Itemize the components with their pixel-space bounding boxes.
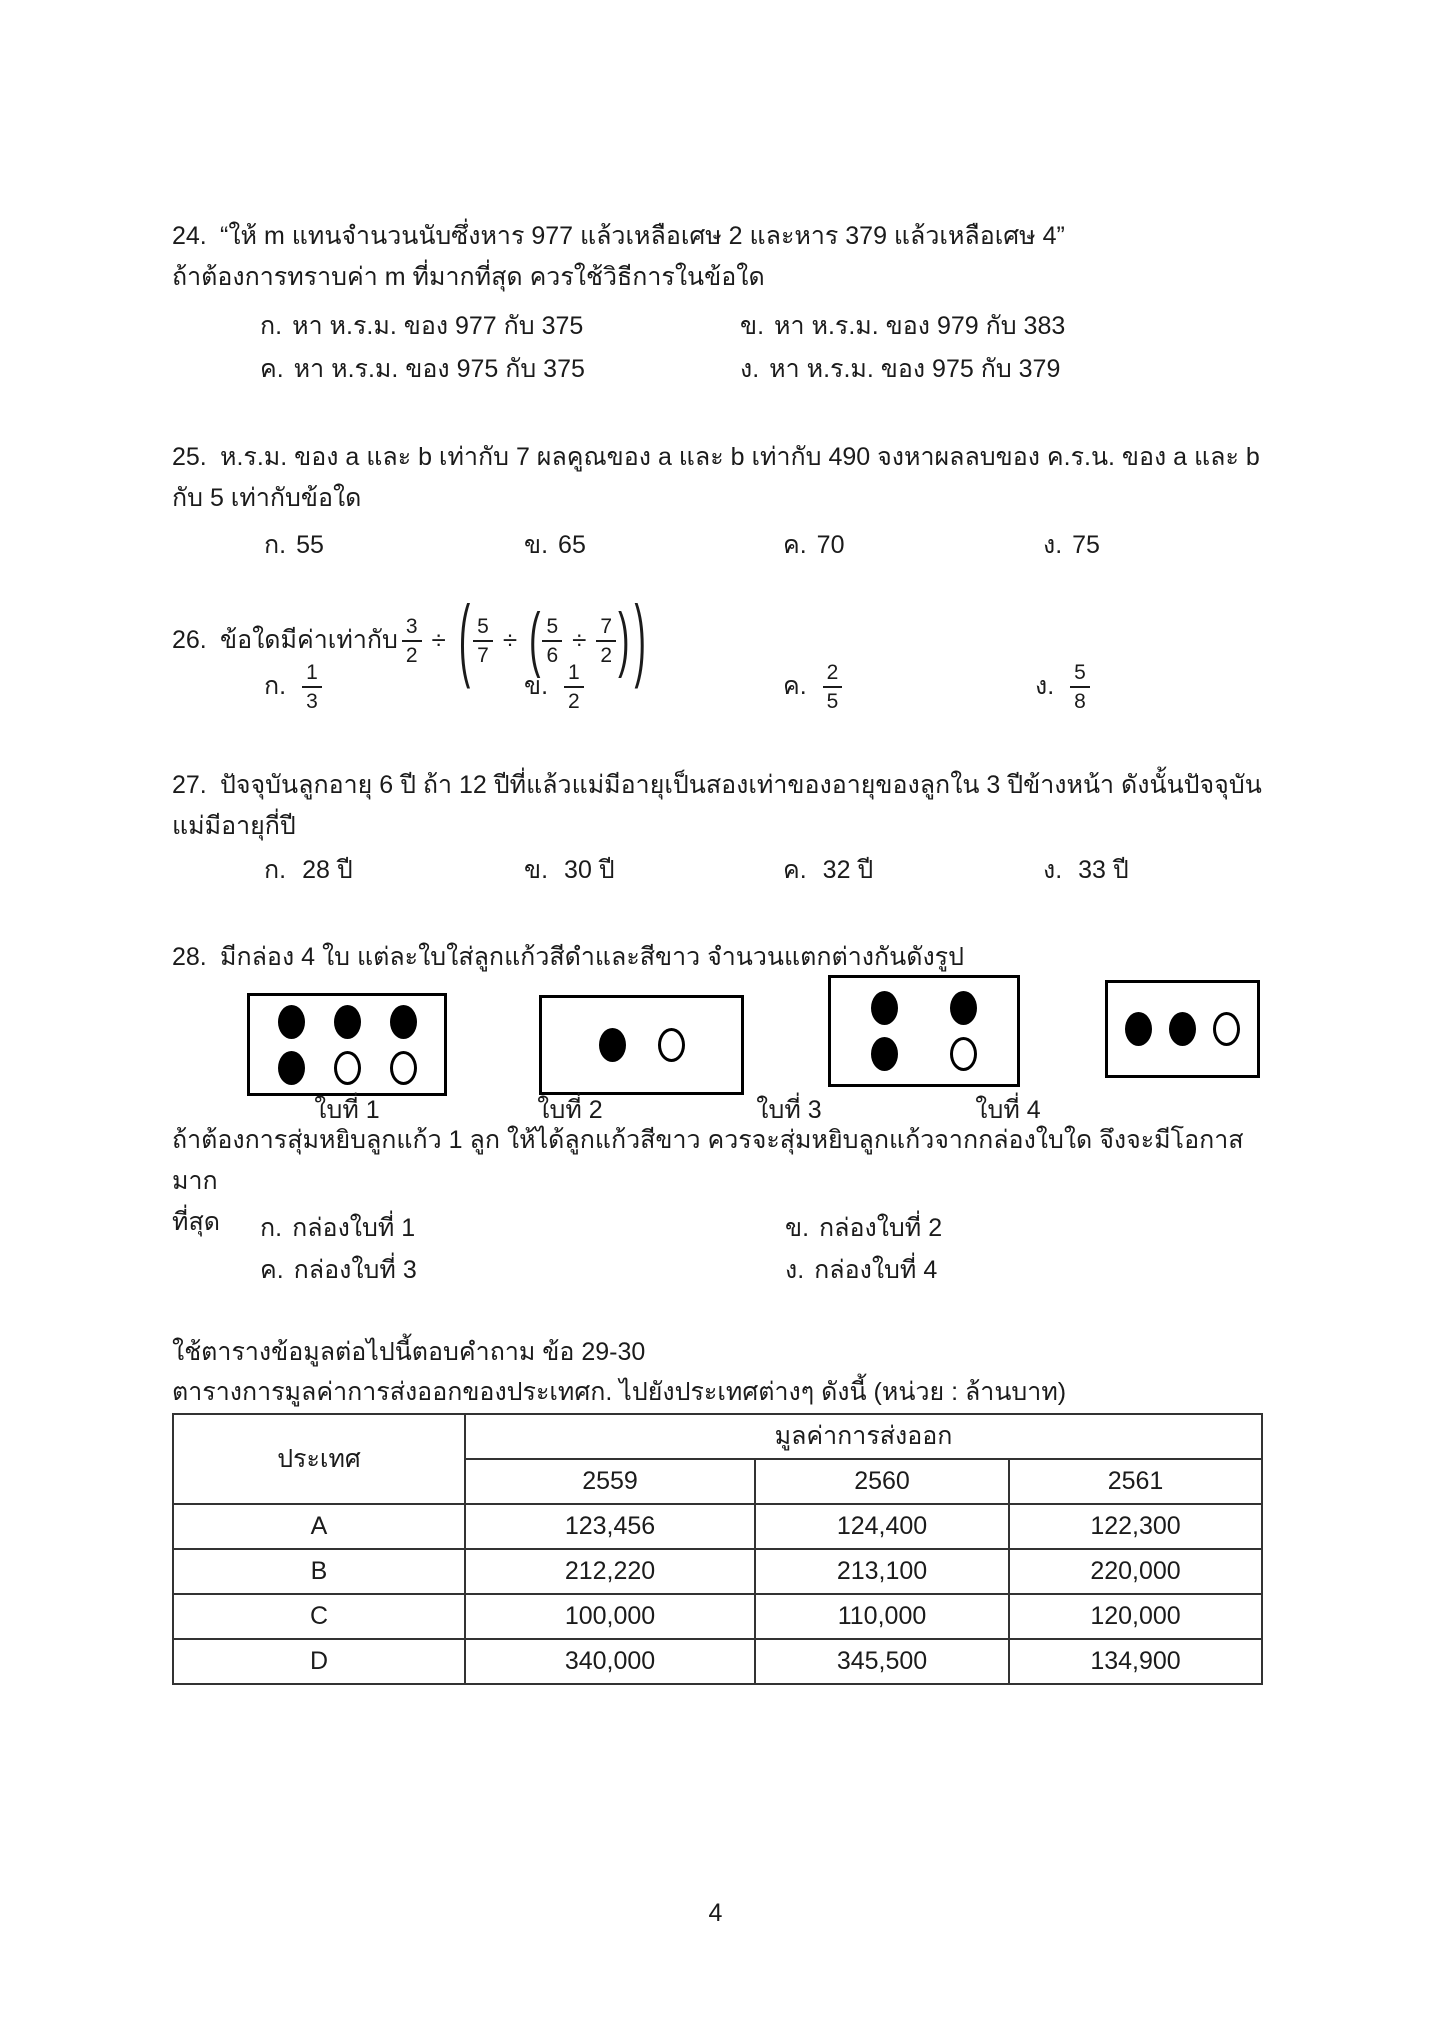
option-27-b: [524, 850, 615, 891]
option-text: 65: [558, 531, 586, 559]
column-header-country: ประเทศ: [173, 1414, 465, 1504]
option-27-c: [783, 850, 873, 891]
denominator: 3: [306, 690, 318, 713]
denominator: 5: [826, 690, 839, 713]
option-28-a: [260, 1208, 415, 1249]
option-text: กล่องใบที่ 3: [293, 1256, 417, 1284]
option-28-c: [260, 1250, 417, 1291]
option-24-b: [740, 306, 1065, 347]
denominator: 2: [568, 690, 580, 713]
option-text: 30 ปี: [564, 856, 615, 884]
value-cell: 134,900: [1009, 1639, 1262, 1684]
value-cell: 345,500: [755, 1639, 1009, 1684]
question-24-line2: ถ้าต้องการทราบค่า m ที่มากที่สุด ควรใช้วิธีการในข้อใด: [172, 263, 765, 291]
option-label: ง.: [1043, 856, 1063, 884]
black-marble-icon: [278, 1005, 305, 1039]
box-3-label: ใบที่ 3: [756, 1096, 822, 1124]
fraction: [473, 614, 493, 666]
option-label: ง.: [785, 1256, 805, 1284]
close-paren: ): [618, 600, 630, 680]
option-24-a: [260, 306, 583, 347]
white-marble-icon: [390, 1051, 417, 1085]
open-paren: (: [529, 600, 541, 680]
divide-sign: ÷: [572, 624, 587, 655]
denominator: 6: [546, 644, 559, 667]
numerator: 5: [473, 614, 493, 642]
marble-row: [250, 1051, 444, 1085]
black-marble-icon: [390, 1005, 417, 1039]
value-cell: 100,000: [465, 1594, 755, 1639]
option-label: ข.: [524, 671, 549, 700]
denominator: 2: [405, 644, 418, 667]
numerator: 5: [542, 614, 562, 642]
option-label: ค.: [783, 531, 807, 559]
table-instruction: ใช้ตารางข้อมูลต่อไปนี้ตอบคำถาม ข้อ 29-30: [172, 1338, 646, 1366]
numerator: 2: [823, 660, 843, 688]
question-text: ข้อใดมีค่าเท่ากับ: [220, 625, 398, 654]
option-label: ค.: [783, 671, 807, 700]
export-value-table: [172, 1413, 1263, 1685]
numerator: 1: [302, 660, 322, 688]
option-text: 33 ปี: [1078, 856, 1129, 884]
question-27-line2: แม่มีอายุกี่ปี: [172, 812, 296, 840]
option-text: หา ห.ร.ม. ของ 977 กับ 375: [292, 312, 584, 340]
option-26-a: [264, 660, 322, 712]
option-label: ก.: [264, 531, 287, 559]
table-row: [173, 1639, 1262, 1684]
question-number: 24.: [172, 222, 207, 250]
value-cell: 124,400: [755, 1504, 1009, 1549]
value-cell: 340,000: [465, 1639, 755, 1684]
option-24-c: [260, 349, 585, 390]
value-cell: 120,000: [1009, 1594, 1262, 1639]
marble-box-3: [828, 975, 1020, 1087]
option-25-b: [524, 525, 586, 566]
option-text: 28 ปี: [302, 856, 353, 884]
question-25-line2: กับ 5 เท่ากับข้อใด: [172, 484, 362, 512]
option-26-c: [783, 660, 842, 712]
table-header-row-1: [173, 1414, 1262, 1459]
white-marble-icon: [1213, 1012, 1240, 1046]
fraction: [596, 614, 616, 666]
option-label: ก.: [260, 1214, 283, 1242]
option-text: 75: [1072, 531, 1100, 559]
marble-row: [542, 1028, 741, 1062]
fraction: [564, 660, 584, 712]
value-cell: 122,300: [1009, 1504, 1262, 1549]
country-cell: C: [173, 1594, 465, 1639]
table-row: [173, 1549, 1262, 1594]
value-cell: 213,100: [755, 1549, 1009, 1594]
option-label: ข.: [740, 312, 765, 340]
option-label: ข.: [785, 1214, 810, 1242]
question-28-line2: ถ้าต้องการสุ่มหยิบลูกแก้ว 1 ลูก ให้ได้ลูกแก้วสีขาว ควรจะสุ่มหยิบลูกแก้วจากกล่องใบใด จึงจะมีโอกาสมาก: [172, 1126, 1244, 1195]
open-paren: (: [458, 588, 471, 692]
divide-sign: ÷: [431, 624, 446, 655]
option-text: กล่องใบที่ 2: [819, 1214, 943, 1242]
option-text: หา ห.ร.ม. ของ 979 กับ 383: [774, 312, 1066, 340]
numerator: 1: [564, 660, 584, 688]
black-marble-icon: [1125, 1012, 1152, 1046]
numerator: 7: [596, 614, 616, 642]
option-25-a: [264, 525, 324, 566]
option-28-b: [785, 1208, 942, 1249]
question-27-line1: [172, 765, 1282, 806]
white-marble-icon: [658, 1028, 685, 1062]
column-header-export-value: มูลค่าการส่งออก: [465, 1414, 1262, 1459]
option-text: 32 ปี: [822, 856, 874, 884]
question-text: ห.ร.ม. ของ a และ b เท่ากับ 7 ผลคูณของ a และ b เท่ากับ 490 จงหาผลลบของ ค.ร.น. ของ a และ b: [220, 443, 1260, 471]
table-caption: ตารางการมูลค่าการส่งออกของประเทศก. ไปยังประเทศต่างๆ ดังนี้ (หน่วย : ล้านบาท): [172, 1378, 1067, 1406]
box-4-label: ใบที่ 4: [975, 1096, 1041, 1124]
option-label: ก.: [264, 856, 287, 884]
page-number: 4: [708, 1899, 723, 1927]
year-header: 2559: [465, 1459, 755, 1504]
question-28-line3: ที่สุด: [172, 1208, 220, 1236]
fraction: [542, 614, 562, 666]
box-1-label: ใบที่ 1: [314, 1096, 380, 1124]
option-text: 70: [816, 531, 845, 559]
table-row: [173, 1594, 1262, 1639]
marble-row: [831, 1037, 1017, 1071]
option-label: ง.: [1043, 531, 1063, 559]
option-24-d: [740, 349, 1060, 390]
value-cell: 110,000: [755, 1594, 1009, 1639]
numerator: 5: [1070, 660, 1090, 688]
value-cell: 220,000: [1009, 1549, 1262, 1594]
black-marble-icon: [871, 1037, 898, 1071]
white-marble-icon: [950, 1037, 977, 1071]
fraction: [402, 614, 422, 666]
black-marble-icon: [278, 1051, 305, 1085]
black-marble-icon: [950, 991, 977, 1025]
question-text: ปัจจุบันลูกอายุ 6 ปี ถ้า 12 ปีที่แล้วแม่มีอายุเป็นสองเท่าของอายุของลูกใน 3 ปีข้างหน้า ดังนั้นปัจจุบัน: [220, 771, 1262, 799]
option-label: ง.: [740, 355, 760, 383]
option-text: หา ห.ร.ม. ของ 975 กับ 379: [769, 355, 1061, 383]
question-number: 25.: [172, 443, 207, 471]
divide-sign: ÷: [502, 624, 518, 655]
question-number: 27.: [172, 771, 207, 799]
option-25-c: [783, 525, 844, 566]
country-cell: A: [173, 1504, 465, 1549]
fraction: [823, 660, 843, 712]
question-25-line1: [172, 437, 1272, 478]
option-label: ข.: [524, 856, 549, 884]
marble-box-2: [539, 995, 744, 1095]
question-25: [172, 437, 1272, 519]
question-24-line1: [172, 216, 1272, 257]
year-header: 2561: [1009, 1459, 1262, 1504]
black-marble-icon: [871, 991, 898, 1025]
option-label: ค.: [260, 355, 284, 383]
black-marble-icon: [334, 1005, 361, 1039]
option-text: กล่องใบที่ 4: [814, 1256, 938, 1284]
option-label: ก.: [260, 312, 283, 340]
white-marble-icon: [334, 1051, 361, 1085]
option-label: ค.: [783, 856, 807, 884]
question-text: มีกล่อง 4 ใบ แต่ละใบใส่ลูกแก้วสีดำและสีขาว จำนวนแตกต่างกันดังรูป: [220, 943, 964, 971]
table-row: [173, 1504, 1262, 1549]
fraction: [1070, 660, 1090, 712]
option-25-d: [1043, 525, 1100, 566]
marble-box-1: [247, 993, 447, 1096]
denominator: 2: [600, 644, 613, 667]
numerator: 3: [402, 614, 422, 642]
option-26-d: [1035, 660, 1090, 712]
question-text: “ให้ m แทนจำนวนนับซึ่งหาร 977 แล้วเหลือเศษ 2 และหาร 379 แล้วเหลือเศษ 4”: [220, 222, 1065, 250]
marble-row: [831, 991, 1017, 1025]
option-text: 55: [296, 531, 324, 559]
country-cell: B: [173, 1549, 465, 1594]
option-text: หา ห.ร.ม. ของ 975 กับ 375: [293, 355, 585, 383]
value-cell: 123,456: [465, 1504, 755, 1549]
question-number: 26.: [172, 625, 207, 654]
marble-box-4: [1105, 980, 1260, 1078]
denominator: 7: [477, 644, 489, 667]
option-27-a: [264, 850, 353, 891]
option-26-b: [524, 660, 584, 712]
box-2-label: ใบที่ 2: [537, 1096, 603, 1124]
option-27-d: [1043, 850, 1129, 891]
black-marble-icon: [1169, 1012, 1196, 1046]
year-header: 2560: [755, 1459, 1009, 1504]
value-cell: 212,220: [465, 1549, 755, 1594]
option-text: กล่องใบที่ 1: [292, 1214, 416, 1242]
question-number: 28.: [172, 943, 207, 971]
denominator: 8: [1074, 690, 1086, 713]
country-cell: D: [173, 1639, 465, 1684]
close-paren: ): [634, 588, 646, 692]
option-28-d: [785, 1250, 937, 1291]
black-marble-icon: [599, 1028, 626, 1062]
question-28: [172, 937, 1282, 978]
option-label: ข.: [524, 531, 549, 559]
question-24: [172, 216, 1272, 298]
option-label: ค.: [260, 1256, 284, 1284]
question-27: [172, 765, 1282, 847]
marble-row: [1108, 1012, 1257, 1046]
option-label: ก.: [264, 671, 287, 700]
marble-row: [250, 1005, 444, 1039]
option-label: ง.: [1035, 671, 1055, 700]
fraction: [302, 660, 322, 712]
